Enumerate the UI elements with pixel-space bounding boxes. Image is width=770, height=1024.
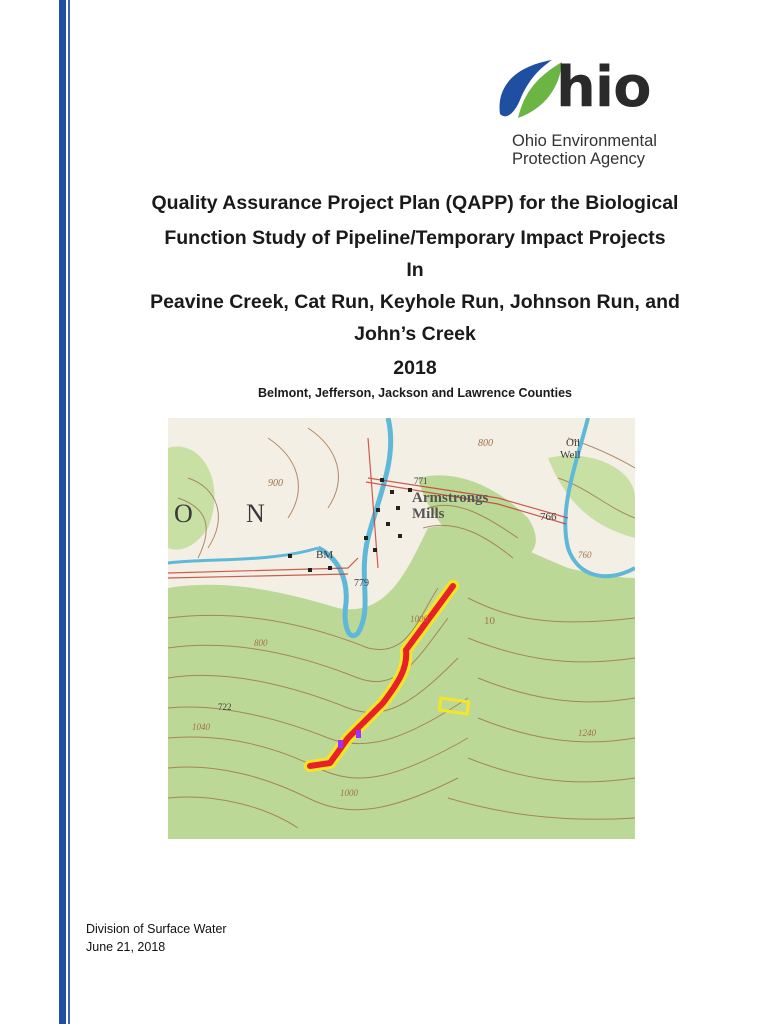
map-label-e800b: 800 bbox=[254, 638, 268, 648]
title-line-2: Function Study of Pipeline/Temporary Impact Projects bbox=[164, 227, 666, 249]
logo-line-1: Ohio Environmental bbox=[512, 132, 657, 150]
map-label-e779: 779 bbox=[354, 578, 369, 589]
map-label-bm: BM bbox=[316, 549, 334, 561]
title-line-4: Peavine Creek, Cat Run, Keyhole Run, Johnson Run, and bbox=[150, 291, 680, 313]
map-label-well: Well bbox=[560, 449, 581, 461]
logo-line-2: Protection Agency bbox=[512, 150, 645, 168]
division-text: Division of Surface Water bbox=[86, 922, 227, 936]
map-label-e1040: 1040 bbox=[192, 722, 210, 732]
map-label-n: N bbox=[246, 499, 265, 528]
map-label-e800: 800 bbox=[478, 438, 493, 449]
map-label-town2: Mills bbox=[412, 506, 445, 522]
map-label-e722: 722 bbox=[218, 702, 232, 712]
map-label-e1240: 1240 bbox=[578, 728, 596, 738]
map-label-e1000b: 1000 bbox=[340, 788, 358, 798]
counties-subtitle: Belmont, Jefferson, Jackson and Lawrence Counties bbox=[258, 386, 572, 400]
ohio-epa-logo bbox=[490, 56, 680, 172]
map-label-e1000: 1000 bbox=[410, 614, 428, 624]
left-border-bar bbox=[59, 0, 66, 1024]
title-year: 2018 bbox=[393, 357, 437, 379]
map-label-e900: 900 bbox=[268, 478, 283, 489]
title-line-5: John’s Creek bbox=[354, 323, 476, 345]
map-label-town: Armstrongs bbox=[412, 490, 489, 506]
map-label-oil: Oil bbox=[566, 437, 581, 449]
title-line-3: In bbox=[406, 259, 424, 281]
map-label-e10: 10 bbox=[484, 615, 495, 627]
title-line-1: Quality Assurance Project Plan (QAPP) for the Biological bbox=[151, 192, 679, 214]
map-label-e771: 771 bbox=[414, 476, 428, 486]
topographic-map bbox=[168, 418, 635, 839]
logo-wordmark: hio bbox=[556, 55, 651, 120]
left-border-line bbox=[68, 0, 70, 1024]
map-label-e760: 760 bbox=[578, 550, 592, 560]
map-label-e766: 766 bbox=[540, 511, 557, 523]
map-label-o: O bbox=[174, 499, 193, 528]
date-text: June 21, 2018 bbox=[86, 940, 166, 954]
map-graphic bbox=[168, 418, 635, 839]
